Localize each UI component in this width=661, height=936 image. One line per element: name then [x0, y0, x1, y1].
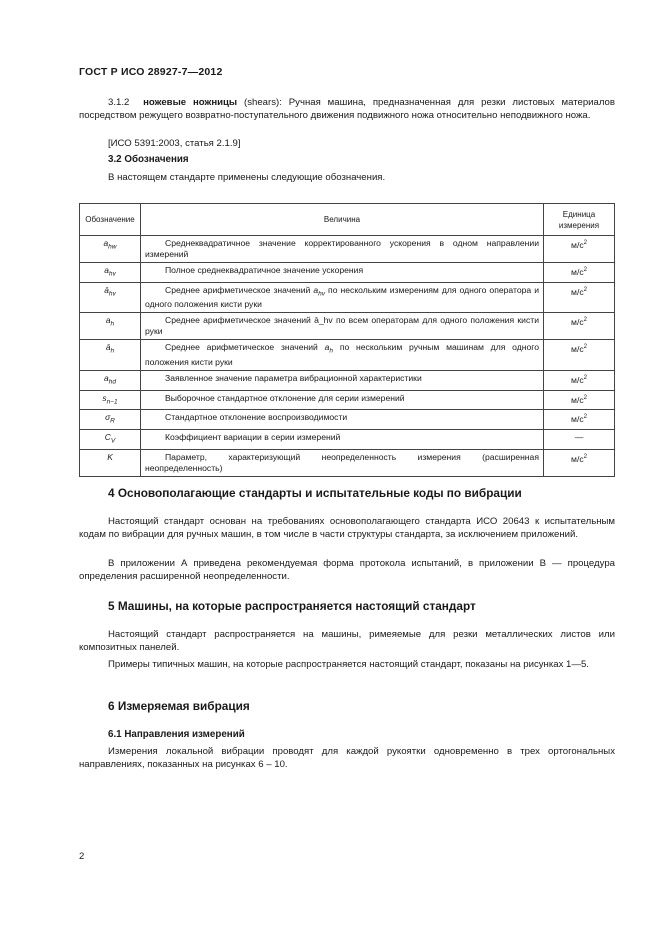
symbol-cell: $C_V$ [80, 430, 141, 450]
unit-cell: $м/с^2$ [544, 410, 615, 430]
document-header: ГОСТ Р ИСО 28927-7—2012 [79, 66, 223, 78]
quantity-cell: Среднее арифметическое значений $a_{hv}$ по нескольким измерениям для одного оператора и одного положения кисти руки [141, 282, 544, 313]
quantity-cell: Стандартное отклонение воспроизводимости [141, 410, 544, 430]
table-row [80, 236, 615, 263]
table-row [80, 410, 615, 430]
table-row [80, 371, 615, 391]
quantity-cell: Коэффициент вариации в серии измерений [141, 430, 544, 450]
table-row [80, 449, 615, 476]
quantity-cell: Заявленное значение параметра вибрационной характеристики [141, 371, 544, 391]
table-header-row [80, 204, 615, 236]
symbol-cell: $ā_{hv}$ [80, 282, 141, 313]
table-row [80, 263, 615, 283]
section-6-1-heading: 6.1 Направления измерений [108, 729, 245, 740]
section-4-paragraph-1: Настоящий стандарт основан на требованиях основополагающего стандарта ИСО 20643 к испытательным кодам по вибрации для ручных машин, в том числе в части структуры стандарта, за исключением приложений. [79, 516, 615, 541]
unit-cell: — [544, 430, 615, 450]
clause-number: 3.1.2 [108, 97, 130, 108]
section-5-paragraph-1: Настоящий стандарт распространяется на машины, римеяемые для резки металлических листов или композитных панелей. [79, 629, 615, 654]
unit-cell: $м/с^2$ [544, 371, 615, 391]
unit-cell: $м/с^2$ [544, 449, 615, 476]
quantity-cell: Параметр, характеризующий неопределенность измерения (расширенная неопределенность) [141, 449, 544, 476]
section-6-heading: 6 Измеряемая вибрация [108, 699, 250, 713]
header-quantity: Величина [141, 204, 544, 236]
section-6-1-paragraph: Измерения локальной вибрации проводят для каждой рукоятки одновременно в трех ортогональных направлениях, показанных на рисунках 6 – 10. [79, 746, 615, 771]
header-unit: Единица измерения [544, 204, 615, 236]
section-3-2-intro: В настоящем стандарте применены следующие обозначения. [108, 172, 386, 183]
quantity-cell: Среднеквадратичное значение корректированного ускорения в одном направлении измерений [141, 236, 544, 263]
unit-cell: $м/с^2$ [544, 390, 615, 410]
symbol-cell: $a_{hw}$ [80, 236, 141, 263]
table-row [80, 340, 615, 371]
page-number: 2 [79, 851, 85, 862]
table-row [80, 390, 615, 410]
unit-cell: $м/с^2$ [544, 282, 615, 313]
clause-text: (shears): Ручная машина, предназначенная для резки листовых материалов посредством режущего возвратно-поступательного движения подвижного ножа относительно неподвижного ножа. [79, 97, 615, 122]
symbol-cell: $a_{hv}$ [80, 263, 141, 283]
symbol-cell: K [80, 449, 141, 476]
symbol-cell: $ā_h$ [80, 340, 141, 371]
unit-cell: $м/с^2$ [544, 236, 615, 263]
section-5-heading: 5 Машины, на которые распространяется настоящий стандарт [108, 599, 476, 613]
header-symbol: Обозначение [80, 204, 141, 236]
section-4-heading: 4 Основополагающие стандарты и испытательные коды по вибрации [108, 486, 522, 500]
symbol-cell: $a_{hd}$ [80, 371, 141, 391]
table-row [80, 282, 615, 313]
unit-cell: $м/с^2$ [544, 263, 615, 283]
quantity-cell: Выборочное стандартное отклонение для серии измерений [141, 390, 544, 410]
symbol-cell: $a_h$ [80, 313, 141, 340]
unit-cell: $м/с^2$ [544, 340, 615, 371]
section-3-2-heading: 3.2 Обозначения [108, 154, 189, 165]
symbol-cell: $s_{n-1}$ [80, 390, 141, 410]
clause-term: ножевые ножницы [143, 97, 238, 108]
quantity-cell: Среднее арифметическое значений $a_h$ по нескольким ручным машинам для одного положения кисти руки [141, 340, 544, 371]
table-row [80, 430, 615, 450]
quantity-cell: Среднее арифметическое значений ā_hv по всем операторам для одного положения кисти руки [141, 313, 544, 340]
table-body [80, 236, 615, 477]
unit-cell: $м/с^2$ [544, 313, 615, 340]
quantity-cell: Полное среднеквадратичное значение ускорения [141, 263, 544, 283]
section-4-paragraph-2: В приложении А приведена рекомендуемая форма протокола испытаний, в приложении В — процедура определения расширенной неопределенности. [79, 558, 615, 583]
symbols-table [79, 203, 615, 477]
symbol-cell: $\sigma_R$ [80, 410, 141, 430]
section-5-paragraph-2: Примеры типичных машин, на которые распространяется настоящий стандарт, показаны на рисунках 1—5. [108, 659, 589, 670]
clause-3-1-2 [79, 96, 615, 122]
table-row [80, 313, 615, 340]
clause-reference: [ИСО 5391:2003, статья 2.1.9] [108, 138, 241, 149]
